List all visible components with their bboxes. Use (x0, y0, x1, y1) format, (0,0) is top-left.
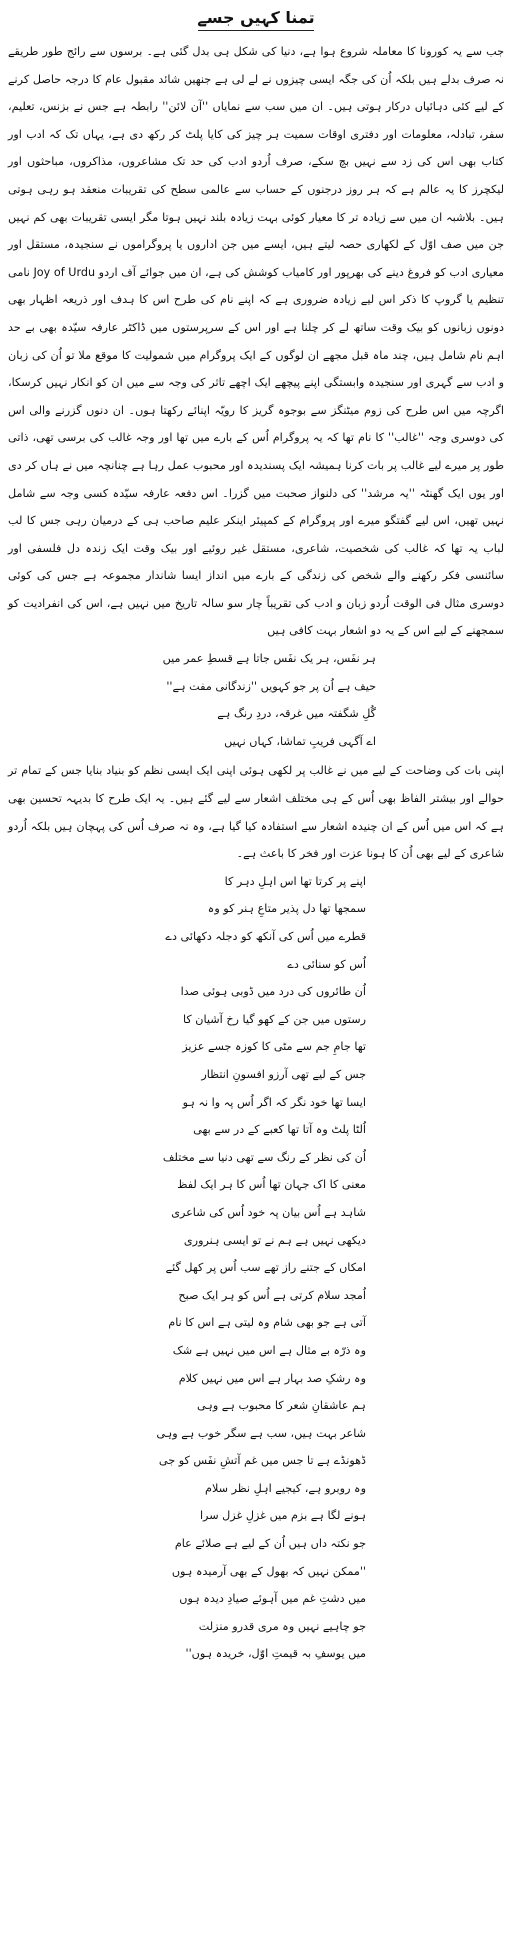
verse-line: اے آگہی فریبِ تماشا، کہاں نہیں (224, 734, 376, 748)
poem-line: آتی ہے جو بھی شام وہ لیتی ہے اس کا نام (168, 1316, 366, 1330)
poem-line: ہونے لگا ہے بزم میں غزلِ غزل سرا (199, 1509, 366, 1523)
poem-line: قطرے میں اُس کی آنکھ کو دجلہ دکھائی دے (165, 930, 366, 943)
poem-line: ڈھونڈے ہے تا جس میں غم آتشِ نفَس کو جی (158, 1454, 366, 1468)
verse-line: گُلِ شگفتہ میں غرقہ، دردِ رنگ ہے (217, 707, 376, 721)
poem-line: میں دشتِ غم میں آہوئے صیادِ دیدہ ہوں (179, 1592, 366, 1606)
verse-line: ہر نفَس، ہر یک نفَس جاتا ہے قسطِ عمر میں (162, 652, 376, 666)
poem-line: اُن طائروں کی درد میں ڈوبی ہوئی صدا (180, 985, 366, 999)
poem-line: ایسا تھا خود نگر کہ اگر اُس پہ وا نہ ہو (182, 1095, 366, 1109)
poem-line: رستوں میں جن کے کھو گیا رخ آشیان کا (182, 1012, 366, 1026)
poem-line: جو چاہیے نہیں وہ مری قدرو منزلت (198, 1619, 366, 1633)
poem-line: جس کے لیے تھی آرزو افسونِ انتظار (201, 1067, 366, 1081)
poem-line: ''ممکن نہیں کہ بھول کے بھی آرمیدہ ہوں (171, 1564, 366, 1578)
poem-line: دیکھی نہیں ہے ہم نے تو ایسی ہنروری (183, 1233, 366, 1247)
poem-line: اُن کی نظر کے رنگ سے تھی دنیا سے مختلف (162, 1150, 366, 1164)
poem-line: معنی کا اک جہان تھا اُس کا ہر ایک لفظ (177, 1178, 366, 1192)
poem-line: اُس کو سنائی دے (287, 957, 366, 971)
poem-line: سمجھا تھا دل پذیر متاعِ ہنر کو وہ (207, 902, 366, 916)
poem-line: میں یوسفِ بہ قیمتِ اوّل، خریدہ ہوں'' (185, 1647, 366, 1661)
poem-line: وہ ذرّہ بے مثال ہے اس میں نہیں ہے شک (172, 1343, 366, 1357)
poem-line: وہ رشکِ صد بہار ہے اس میں نہیں کلام (178, 1371, 366, 1385)
poem-line: اُمجد سلام کرتی ہے اُس کو ہر ایک صبح (178, 1288, 366, 1302)
poem-line: اُلٹا پلٹ وہ آتا تھا کعبے کے در سے بھی (193, 1123, 366, 1137)
poem-line: جو نکتہ داں ہیں اُن کے لیے ہے صلائے عام (174, 1537, 366, 1551)
poem-line: ہم عاشقانِ شعر کا محبوب ہے وہی (196, 1399, 366, 1413)
poem-line: اپنے پر کرتا تھا اس اہلِ دہر کا (224, 874, 366, 888)
second-paragraph: اپنی بات کی وضاحت کے لیے میں نے غالب پر لکھی ہوئی اپنی ایک ایسی نظم کو بنیاد بنایا جس کے تمام تر حوالے اور بیشتر الفاظ بھی اُس کے ہی مختلف اشعار سے لیے گئے ہیں۔ یہ ایک طرح کا بدیہہ تحسین بھی ہے کہ اس میں اُس کے ان چنیدہ اشعار سے استفادہ کیا گیا ہے، وہ نہ صرف اُس کی پہچان ہیں بلکہ اُردو شاعری کے لیے بھی اُن کا ہونا عزت اور فخر کا باعث ہے۔ (8, 764, 504, 861)
poem-line: امکاں کے جتنے راز تھے سب اُس پر کھل گئے (165, 1261, 366, 1275)
poem-line: شاعر بہت ہیں، سب ہے سگر خوب ہے وہی (156, 1426, 366, 1440)
poem-line: شاہد ہے اُس بیان پہ خود اُس کی شاعری (171, 1205, 366, 1219)
poem-line: وہ روبرو ہے، کیجیے اہلِ نظر سلام (205, 1481, 366, 1495)
poem-line: تھا جامِ جم سے مٹی کا کوزہ جسے عزیز (182, 1040, 366, 1054)
verse-line: حیف ہے اُن پر جو کہویں ''زندگانی مفت ہے'' (166, 679, 376, 693)
poem-block (8, 868, 504, 1668)
intro-paragraph: جب سے یہ کورونا کا معاملہ شروع ہوا ہے، دنیا کی شکل ہی بدل گئی ہے۔ برسوں سے رائج طور طریقے نہ صرف بدلے ہیں بلکہ اُن کی جگہ ایسی چیزوں نے لے لی ہے جنھیں شائد مقبول عام کا درجہ حاصل کرنے کے لیے کئی دہائیاں درکار ہوتی ہیں۔ ان میں سب سے نمایاں ''آن لائن'' رابطہ ہے جس نے بزنس، تعلیم، سفر، تبادلہ، معلومات اور دفتری اوقات سمیت ہر چیز کی کایا پلٹ کر رکھ دی ہے، یہاں تک کہ ادب اور کتاب بھی اس کی زد سے نہیں بچ سکے، صرف اُردو ادب کی حد تک مشاعروں، مذاکروں، مباحثوں اور لیکچرز کا یہ عالم ہے کہ ہر روز درجنوں کے حساب سے عالمی سطح کی تقریبات منعقد ہو رہی ہوتی ہیں۔ بلاشبہ ان میں سے زیادہ تر کا معیار کوئی بہت زیادہ بلند نہیں ہوتا مگر ایسی تقریبات بھی کم نہیں جن میں صف اوّل کے لکھاری حصہ لیتے ہیں، ایسے میں جن اداروں یا پروگراموں نے سنجیدہ، مستقل اور معیاری ادب کو فروغ دینے کی بھرپور اور کامیاب کوشش کی ہے، ان میں جوائے آف اردو Joy of Urdu نامی تنظیم یا گروپ کا ذکر اس لیے زیادہ ضروری ہے کہ اپنے نام کی طرح اس کا ہدف اور ذریعہ اظہار بھی دونوں زبانوں کو بیک وقت ساتھ لے کر چلنا ہے اور اس کے سرپرستوں میں ڈاکٹر عارفہ سیّدہ بھی بے حد اہم نام شامل ہیں، چند ماہ قبل مجھے ان لوگوں کے ایک پروگرام میں شمولیت کا موقع ملا تو اُن کی زبان و ادب سے گہری اور سنجیدہ وابستگی اپنے پیچھے ایک اچھے تاثر کی وجہ سے میں ان کو انکار نہیں کرسکا، اگرچہ میں اس طرح کی زوم میٹنگز سے بوجوہ گریز کا رویّہ اپنائے رکھتا ہوں۔ ان دنوں گزرنے والی اس کی دوسری وجہ ''غالب'' کا نام تھا کہ یہ پروگرام اُس کے بارے میں تھا اور وجہ غالب کی برسی تھی، ذاتی طور پر میرے لیے غالب پر بات کرنا ہمیشہ ایک پسندیدہ اور محبوب عمل رہا ہے چنانچہ میں نے ہاں کر دی اور یوں ایک گھنٹہ ''یہ مرشد'' کی دلنواز صحبت میں گزرا۔ اس دفعہ عارفہ سیّدہ کسی وجہ سے شامل نہیں تھیں، اس لیے گفتگو میرے اور پروگرام کے کمپیئر اینکر علیم صاحب ہی کے درمیان رہی جس کا لب لباب یہ تھا کہ غالب کی شخصیت، شاعری، مستقل غیر روئیے اور بیک وقت ایک زندہ دل فلسفی اور سائنسی فکر رکھنے والے شخص کی زندگی کے بارے میں انداز ایسا شاندار مجموعہ ہے جس کی کوئی دوسری مثال فی الوقت اُردو زبان و ادب کی تقریباً چار سو سالہ تاریخ میں نہیں ہے، اس کی انفرادیت کو سمجھنے کے لیے اس کے یہ دو اشعار بہت کافی ہیں (8, 45, 504, 638)
article-title: تمنا کہیں جسے (197, 8, 315, 27)
title-underline (198, 30, 314, 31)
couplets-block-1 (8, 645, 504, 755)
